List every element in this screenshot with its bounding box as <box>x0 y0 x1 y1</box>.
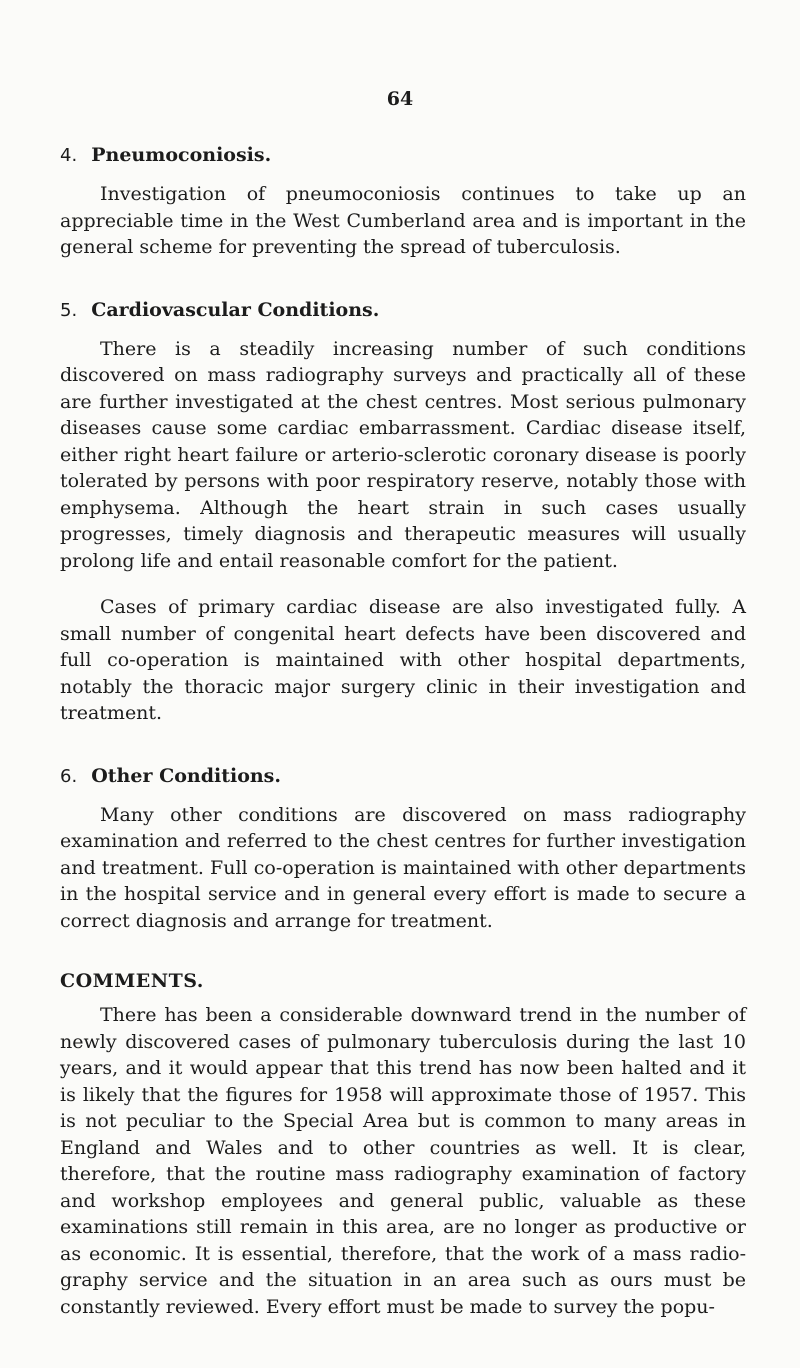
paragraph: There has been a considerable downward trend in the number of newly discovered cases of pulmonary tuberculosis during the last 10 years, and it would appear that this trend has now been halted and it is likely that the figures for 1958 will approximate those of 1957. This is not peculiar to the Special Area but is common to many areas in England and Wales and to other countries as well. It is clear, therefore, that the routine mass radiography examination of factory and workshop employees and general public, valuable as these examinations still remain in this area, are no longer as productive or as economic. It is essential, therefore, that the work of a mass radio-graphy service and the situation in an area such as ours must be constantly reviewed. Every effort must be made to survey the popu- <box>60 1004 746 1318</box>
section-title: Other Conditions. <box>91 764 281 787</box>
section-title: Cardiovascular Conditions. <box>91 298 380 321</box>
section-heading <box>60 297 746 324</box>
paragraph: Many other conditions are discovered on mass radiography examination and referred to the chest centres for further investigation and treatment. Full co-operation is maintained with other departments in the hospital service and in general every effort is made to secure a correct diagnosis and arrange for treatment. <box>60 803 746 932</box>
page-body <box>60 142 746 1356</box>
section-number: 4. <box>60 145 78 166</box>
section-pneumoconiosis <box>60 142 746 261</box>
section-other-conditions <box>60 763 746 935</box>
section-cardiovascular-conditions <box>60 297 746 727</box>
section-number: 5. <box>60 299 78 321</box>
section-title: Pneumoconiosis. <box>91 144 272 166</box>
section-number: 6. <box>60 765 78 787</box>
comments-heading: COMMENTS. <box>60 970 204 992</box>
paragraph: Cases of primary cardiac disease are also investigated fully. A small number of congenital heart defects have been discovered and full co-operation is maintained with other hospital departments, notably the thoracic major surgery clinic in their investigation and treatment. <box>60 596 746 724</box>
section-heading <box>60 142 746 169</box>
paragraph: Investigation of pneumoconiosis continues to take up an appreciable time in the West Cumberland area and is important in the general scheme for preventing the spread of tuberculosis. <box>60 183 746 258</box>
page-number: 64 <box>386 88 414 110</box>
section-comments <box>60 970 746 1320</box>
paragraph: There is a steadily increasing number of such conditions discovered on mass radiography surveys and practically all of these are further investigated at the chest centres. Most serious pulmonary diseases cause some cardiac embarrassment. Cardiac disease itself, either right heart failure or arterio-sclerotic coronary disease is poorly tolerated by persons with poor respiratory reserve, notably those with emphysema. Although the heart strain in such cases usually progresses, timely diagnosis and therapeutic measures will usually prolong life and entail reasonable comfort for the patient. <box>60 337 746 572</box>
section-heading <box>60 763 746 790</box>
